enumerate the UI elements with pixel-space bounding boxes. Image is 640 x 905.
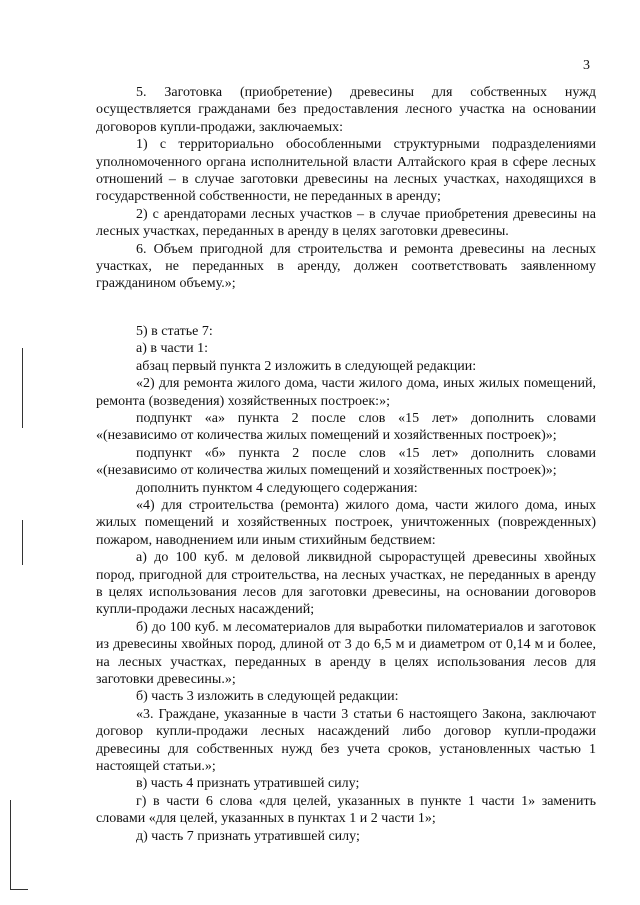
paragraph: 5) в статье 7: [136,323,213,339]
paragraph: 1) с территориально обособленными структурными подразделениями уполномоченного органа исполнительной власти Алтайского края в сфере лесных отношений – в случае заготовки древесины на лесных участках, находящихся в государственной собственности, не переданных в аренду; [96,137,596,205]
paragraph: 6. Объем пригодной для строительства и ремонта древесины на лесных участках, не переданных в аренду, должен соответствовать заявленному гражданином объему.»; [96,241,596,292]
paragraph: г) в части 6 слова «для целей, указанных в пункте 1 части 1» заменить словами «для целей, указанных в пунктах 1 и 2 части 1»; [96,793,596,827]
paragraph: а) в части 1: [136,341,208,357]
paragraph: б) до 100 куб. м лесоматериалов для выработки пиломатериалов и заготовок из древесины хвойных пород, длиной от 3 до 6,5 м и диаметром от 0,14 м и более, на лесных участках, переданных в аренду в целях использования лесов для заготовки древесины.»; [96,619,596,687]
paragraph: «4) для строительства (ремонта) жилого дома, части жилого дома, иных жилых помещений и хозяйственных построек, уничтоженных (поврежденных) пожаром, наводнением или иным стихийным бедствием: [96,497,596,548]
paragraph: в) часть 4 признать утратившей силу; [136,776,360,792]
spacer [96,293,596,323]
paragraph: «3. Граждане, указанные в части 3 статьи 6 настоящего Закона, заключают договор купли-продажи лесных насаждений либо договор купли-продажи древесины для собственных нужд без учета сроков, установленных частью 1 настоящей статьи.»; [96,706,596,775]
paragraph: «2) для ремонта жилого дома, части жилого дома, иных жилых помещений, ремонта (возведения) хозяйственных построек:»; [96,376,596,409]
margin-line [10,800,11,890]
paragraph: абзац первый пункта 2 изложить в следующей редакции: [136,358,477,374]
paragraph: 5. Заготовка (приобретение) древесины для собственных нужд осуществляется гражданами без предоставления лесного участка на основании договоров купли-продажи, заключаемых: [96,85,596,135]
paragraph: а) до 100 куб. м деловой ликвидной сырорастущей древесины хвойных пород, пригодной для строительства, на лесных участках, не переданных в аренду в целях использования лесов для заготовки древесины, на основании договоров купли-продажи лесных насаждений; [96,550,596,618]
paragraph: б) часть 3 изложить в следующей редакции: [136,689,399,705]
margin-line [10,889,28,890]
paragraph: подпункт «б» пункта 2 после слов «15 лет» дополнить словами «(независимо от количества жилых помещений и хозяйственных построек)»; [96,445,596,479]
paragraph: д) часть 7 признать утратившей силу; [136,828,360,844]
paragraph: 2) с арендаторами лесных участков – в случае приобретения древесины на лесных участках, переданных в аренду в целях заготовки древесины. [96,206,596,240]
paragraph: дополнить пунктом 4 следующего содержания: [136,480,418,496]
paragraph: подпункт «а» пункта 2 после слов «15 лет» дополнить словами «(независимо от количества жилых помещений и хозяйственных построек)»; [96,410,596,444]
page-number: 3 [583,58,590,73]
document-body [96,84,596,845]
margin-line [22,520,23,565]
margin-line [22,348,23,428]
